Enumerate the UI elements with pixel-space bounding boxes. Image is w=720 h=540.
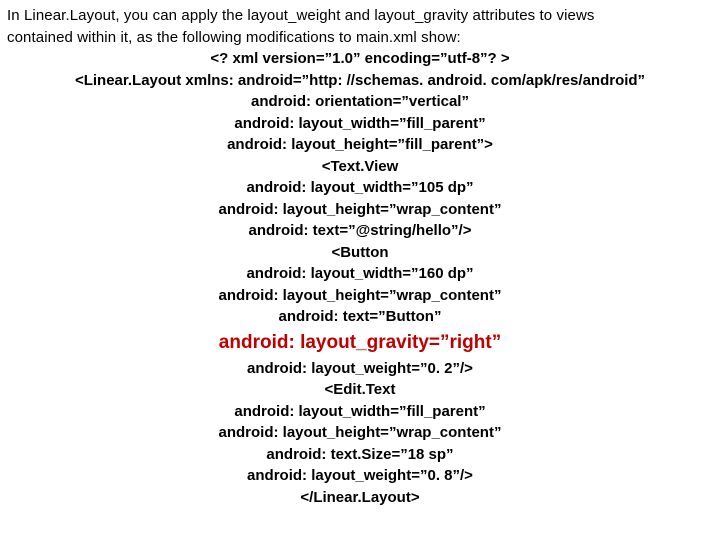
code-line: android: layout_width=”105 dp” bbox=[246, 179, 474, 196]
intro-line: contained within it, as the following modifications to main.xml show: bbox=[7, 28, 461, 46]
code-line: android: text=”@string/hello”/> bbox=[248, 222, 472, 239]
code-line: android: text.Size=”18 sp” bbox=[266, 445, 454, 463]
code-line: android: layout_width=”fill_parent” bbox=[234, 402, 486, 420]
code-line-textview-open: <Text.View bbox=[321, 157, 399, 175]
code-line: android: text=”Button” bbox=[278, 308, 442, 325]
code-line: android: layout_height=”wrap_content” bbox=[218, 286, 502, 304]
code-line: android: layout_weight=”0. 2”/> bbox=[247, 359, 473, 377]
code-line-linear-layout-close: </Linear.Layout> bbox=[300, 488, 420, 506]
code-line: android: layout_height=”fill_parent”> bbox=[227, 136, 493, 153]
code-line-linear-layout-open: <Linear.Layout xmlns: android=”http: //schemas. android. com/apk/res/android” bbox=[74, 71, 646, 89]
code-line-button-open: <Button bbox=[331, 243, 389, 261]
code-line: android: layout_height=”wrap_content” bbox=[218, 200, 502, 218]
code-line: android: layout_width=”160 dp” bbox=[246, 265, 474, 282]
xml-code-block bbox=[0, 48, 720, 508]
code-line: android: layout_weight=”0. 8”/> bbox=[247, 467, 473, 484]
intro-line: In Linear.Layout, you can apply the layout_weight and layout_gravity attributes to views bbox=[7, 7, 595, 24]
code-line: android: orientation=”vertical” bbox=[251, 93, 469, 110]
code-line: android: layout_height=”wrap_content” bbox=[218, 424, 502, 441]
code-line: android: layout_width=”fill_parent” bbox=[234, 114, 486, 132]
code-line-edittext-open: <Edit.Text bbox=[324, 381, 396, 398]
code-line-xml-declaration: <? xml version=”1.0” encoding=”utf-8”? > bbox=[210, 50, 510, 67]
code-line-highlighted-gravity: android: layout_gravity=”right” bbox=[218, 331, 502, 353]
intro-paragraph bbox=[7, 5, 713, 48]
